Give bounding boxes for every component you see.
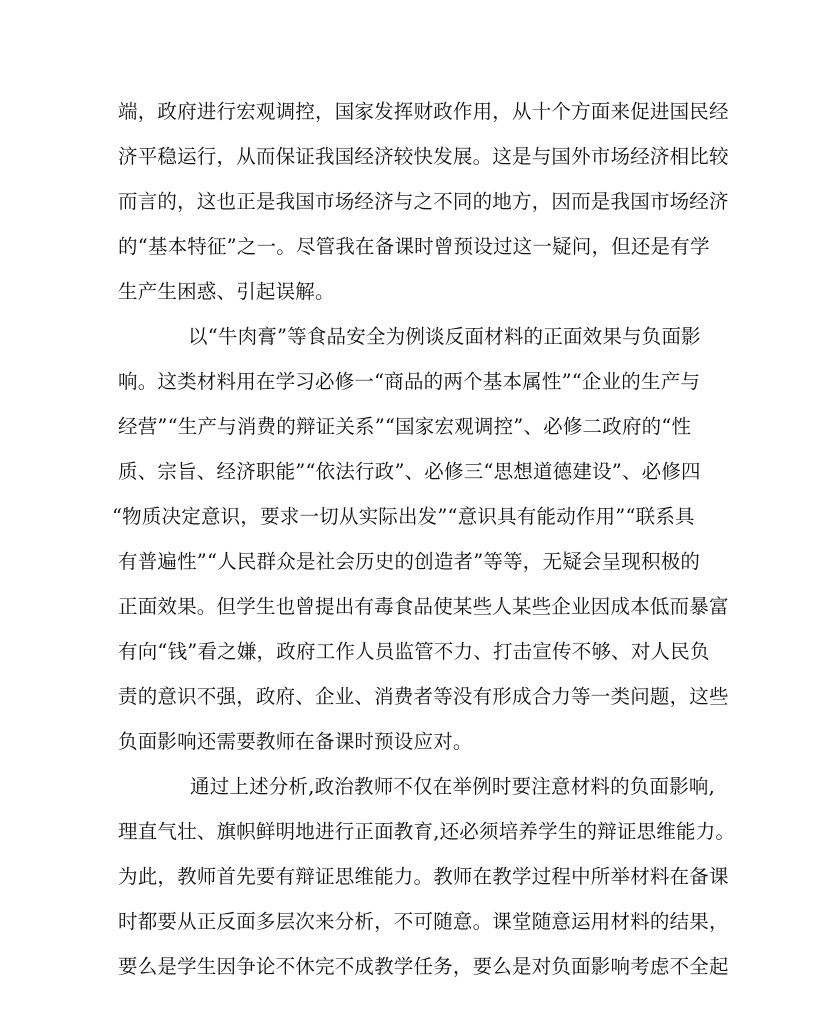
paragraph-2-line-6: 有普遍性”“人民群众是社会历史的创造者”等等，无疑会呈现积极的 — [118, 550, 701, 573]
paragraph-2-line-7: 正面效果。但学生也曾提出有毒食品使某些人某些企业因成本低而暴富 — [118, 595, 729, 618]
paragraph-3-line-5: 要么是学生因争论不休完不成教学任务，要么是对负面影响考虑不全起 — [118, 955, 729, 978]
paragraph-2-line-4: 质、宗旨、经济职能”“依法行政”、必修三“思想道德建设”、必修四 — [118, 460, 701, 483]
paragraph-2-line-1: 以“牛肉膏”等食品安全为例谈反面材料的正面效果与负面影 — [188, 325, 701, 348]
paragraph-1-line-4: 的“基本特征”之一。尽管我在备课时曾预设过这一疑问，但还是有学 — [118, 235, 710, 258]
paragraph-2-line-10: 负面影响还需要教师在备课时预设应对。 — [118, 730, 473, 753]
paragraph-3-line-1: 通过上述分析,政治教师不仅在举例时要注意材料的负面影响, — [190, 775, 715, 798]
paragraph-3-line-2: 理直气壮、旗帜鲜明地进行正面教育,还必须培养学生的辩证思维能力。 — [118, 820, 736, 843]
paragraph-1-line-2: 济平稳运行，从而保证我国经济较快发展。这是与国外市场经济相比较 — [118, 145, 729, 168]
paragraph-2-line-8: 有向“钱”看之嫌，政府工作人员监管不力、打击宣传不够、对人民负 — [118, 640, 710, 663]
paragraph-2-line-2: 响。这类材料用在学习必修一“商品的两个基本属性”“企业的生产与 — [118, 370, 701, 393]
paragraph-3-line-4: 时都要从正反面多层次来分析，不可随意。课堂随意运用材料的结果， — [118, 910, 729, 933]
paragraph-2-line-9: 责的意识不强，政府、企业、消费者等没有形成合力等一类问题，这些 — [118, 685, 729, 708]
paragraph-2-line-3: 经营”“生产与消费的辩证关系”“国家宏观调控”、必修二政府的“性 — [118, 415, 692, 438]
paragraph-1-line-1: 端，政府进行宏观调控，国家发挥财政作用，从十个方面来促进国民经 — [118, 100, 729, 123]
paragraph-2-line-5: “物质决定意识，要求一切从实际出发”“意识具有能动作用”“联系具 — [112, 505, 695, 528]
paragraph-1-line-5: 生产生困惑、引起误解。 — [118, 280, 335, 303]
paragraph-3-line-3: 为此，教师首先要有辩证思维能力。教师在教学过程中所举材料在备课 — [118, 865, 729, 888]
paragraph-1-line-3: 而言的，这也正是我国市场经济与之不同的地方，因而是我国市场经济 — [118, 190, 729, 213]
